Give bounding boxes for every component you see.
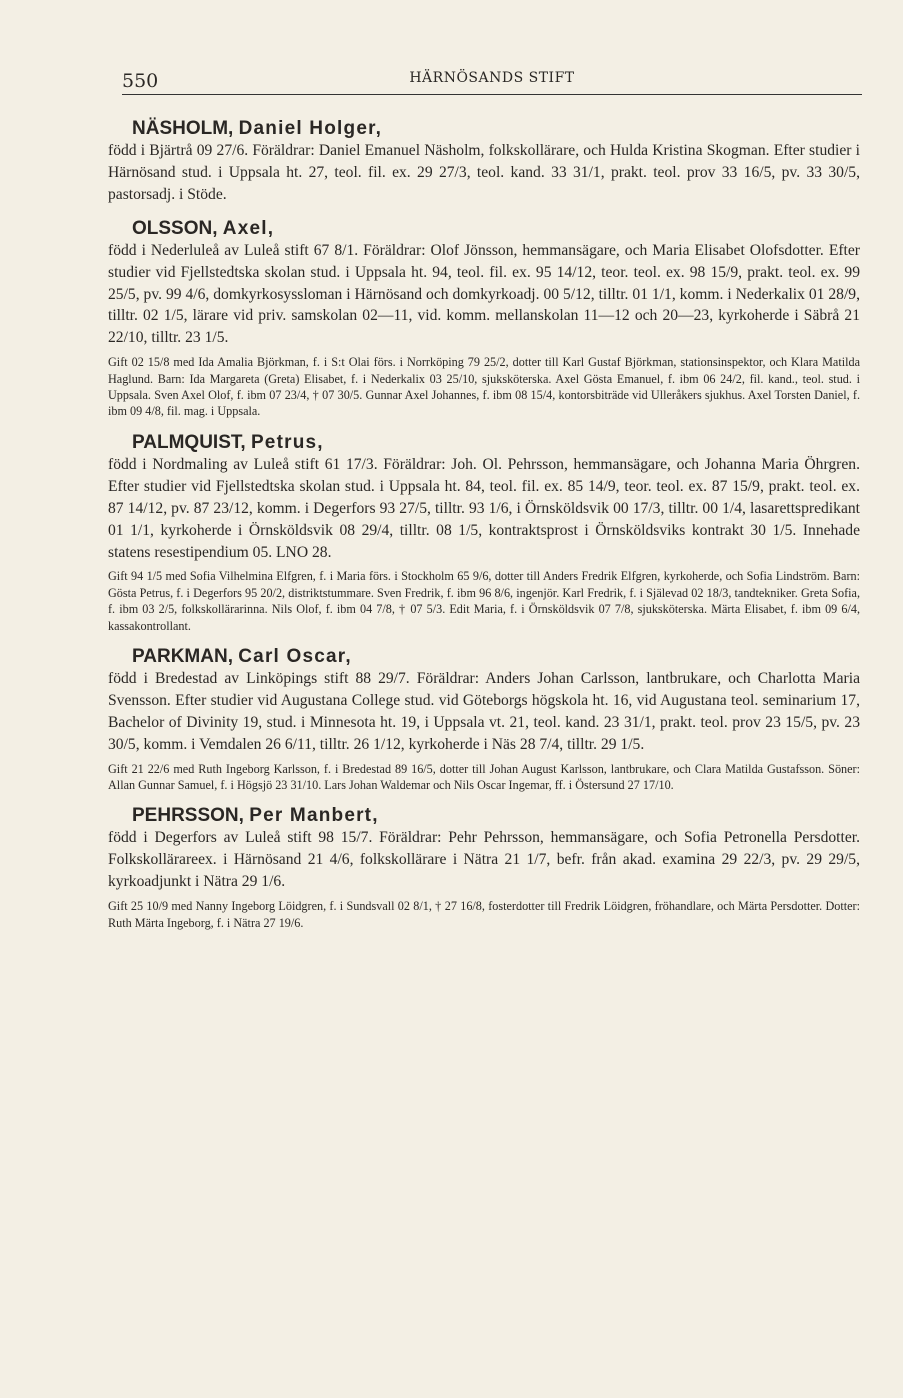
running-title: HÄRNÖSANDS STIFT bbox=[409, 70, 575, 86]
entry-biography: född i Nederluleå av Luleå stift 67 8/1. Föräldrar: Olof Jönsson, hemmansägare, och Maria Elisabet Olofsdotter. Efter studier vid Fjellstedtska skolan stud. i Uppsala ht. 94, teol. fil. ex. 95 14/12, teor. teol. ex. 98 15/9, prakt. teol. ex. 99 25/5, pv. 99 4/6, domkyrkosyssloman i Härnösand och domkyrkoadj. 00 5/12, tilltr. 01 1/1, komm. i Nederkalix 01 28/9, tilltr. 02 1/5, lärare vid priv. samskolan 02—11, vid. komm. mellanskolan 11—12 och 20—23, kyrkoherde i Säbrå 21 22/10, tilltr. 23 1/5. bbox=[108, 241, 860, 347]
entry-given-names: Per Manbert, bbox=[249, 805, 379, 827]
entry-surname: PALMQUIST, bbox=[132, 431, 246, 453]
biography-entry bbox=[108, 218, 860, 420]
entry-family: Gift 25 10/9 med Nanny Ingeborg Löidgren, f. i Sundsvall 02 8/1, † 27 16/8, fosterdotter till Fredrik Löidgren, fröhandlare, och Märta Persdotter. Dotter: Ruth Märta Ingeborg, f. i Nätra 27 19/6. bbox=[108, 899, 860, 930]
page-header bbox=[122, 66, 862, 95]
entry-biography: född i Bredestad av Linköpings stift 88 29/7. Föräldrar: Anders Johan Carlsson, lantbrukare, och Charlotta Maria Svensson. Efter studier vid Augustana College stud. vid Göteborgs högskola ht. 16, vid Augustana teol. seminarium 17, Bachelor of Divinity 19, stud. i Minnesota ht. 19, i Uppsala vt. 21, teol. kand. 23 31/1, prakt. teol. prov 23 15/5, pv. 23 30/5, komm. i Vemdalen 26 6/11, tilltr. 26 1/12, kyrkoherde i Näs 28 7/4, tilltr. 29 1/5. bbox=[108, 670, 860, 753]
biography-entry bbox=[108, 646, 860, 793]
entry-family: Gift 94 1/5 med Sofia Vilhelmina Elfgren, f. i Maria förs. i Stockholm 65 9/6, dotter till Anders Fredrik Elfgren, kyrkoherde, och Sofia Lindström. Barn: Gösta Petrus, f. i Degerfors 95 20/2, distriktstummare. Sven Fredrik, f. ibm 96 8/6, ingenjör. Karl Fredrik, f. i Själevad 02 18/3, tandtekniker. Greta Sofia, f. ibm 03 2/5, folkskollärarinna. Nils Olof, f. ibm 04 7/8, † 07 5/3. Edit Maria, f. i Örnsköldsvik 07 7/8, sjuksköterska. Märta Elisabet, f. ibm 09 6/4, kassakontrollant. bbox=[108, 569, 860, 633]
entry-given-names: Petrus, bbox=[250, 431, 324, 453]
entry-surname: NÄSHOLM, bbox=[132, 118, 234, 139]
biography-entry bbox=[108, 805, 860, 931]
entry-name bbox=[132, 118, 860, 140]
entry-family: Gift 21 22/6 med Ruth Ingeborg Karlsson, f. i Bredestad 89 16/5, dotter till Johan August Karlsson, lantbrukare, och Clara Matilda Gustafsson. Söner: Allan Gunnar Samuel, f. i Högsjö 23 31/10. Lars Johan Waldemar och Nils Oscar Ingemar, ff. i Östersund 27 17/10. bbox=[108, 761, 860, 793]
entry-given-names: Axel, bbox=[222, 217, 275, 239]
biography-entry bbox=[108, 432, 860, 634]
biography-list bbox=[108, 118, 860, 943]
entry-biography: född i Nordmaling av Luleå stift 61 17/3. Föräldrar: Joh. Ol. Pehrsson, hemmansägare, och Johanna Maria Öhrgren. Efter studier vid Fjellstedtska skolan stud. i Uppsala ht. 84, teol. fil. ex. 85 14/9, teor. teol. ex. 87 15/9, prakt. teol. ex. 87 14/12, pv. 87 23/12, komm. i Degerfors 93 27/5, tilltr. 93 1/6, i Örnsköldsvik 00 17/3, tilltr. 00 1/4, lasarettspredikant 01 1/1, kyrkoherde i Örnsköldsvik 08 29/4, tilltr. 08 1/5, kontraktsprost i Örnsköldsviks kontrakt 30 1/5. Innehade statens resestipendium 05. LNO 28. bbox=[108, 455, 860, 561]
entry-surname: OLSSON, bbox=[132, 217, 218, 239]
entry-biography: född i Degerfors av Luleå stift 98 15/7. Föräldrar: Pehr Pehrsson, hemmansägare, och Sofia Petronella Persdotter. Folkskollärareex. i Härnösand 21 4/6, folkskollärare i Nätra 21 1/7, befr. från akad. examina 29 22/3, pv. 29 29/5, kyrkoadjunkt i Nätra 29 1/6. bbox=[108, 829, 860, 891]
entry-name bbox=[132, 646, 860, 668]
entry-name bbox=[132, 805, 860, 827]
entry-given-names: Carl Oscar, bbox=[238, 646, 352, 668]
entry-biography: född i Bjärtrå 09 27/6. Föräldrar: Daniel Emanuel Näsholm, folkskollärare, och Hulda Kristina Skogman. Efter studier i Härnösand stud. i Uppsala ht. 27, teol. fil. ex. 29 27/3, teol. kand. 33 31/1, prakt. teol. prov 33 16/5, pv. 33 30/5, pastorsadj. i Stöde. bbox=[108, 142, 860, 203]
entry-surname: PARKMAN, bbox=[132, 646, 233, 668]
entry-given-names: Daniel Holger, bbox=[238, 118, 383, 139]
page-number: 550 bbox=[122, 70, 159, 92]
entry-surname: PEHRSSON, bbox=[132, 805, 244, 827]
entry-name bbox=[132, 218, 860, 240]
biography-entry bbox=[108, 118, 860, 206]
entry-name bbox=[132, 432, 860, 454]
entry-family: Gift 02 15/8 med Ida Amalia Björkman, f. i S:t Olai förs. i Norrköping 79 25/2, dotter till Karl Gustaf Björkman, stationsinspektor, och Klara Matilda Haglund. Barn: Ida Margareta (Greta) Elisabet, f. i Nederkalix 03 25/10, sjuksköterska. Axel Gösta Emanuel, f. ibm 06 24/2, fil. kand., teol. stud. i Uppsala. Sven Axel Olof, f. ibm 07 23/4, † 07 30/5. Gunnar Axel Johannes, f. ibm 08 15/4, kontorsbiträde vid Ulleråkers sjukhus. Axel Torsten Daniel, f. ibm 09 4/8, fil. mag. i Uppsala. bbox=[108, 355, 860, 419]
